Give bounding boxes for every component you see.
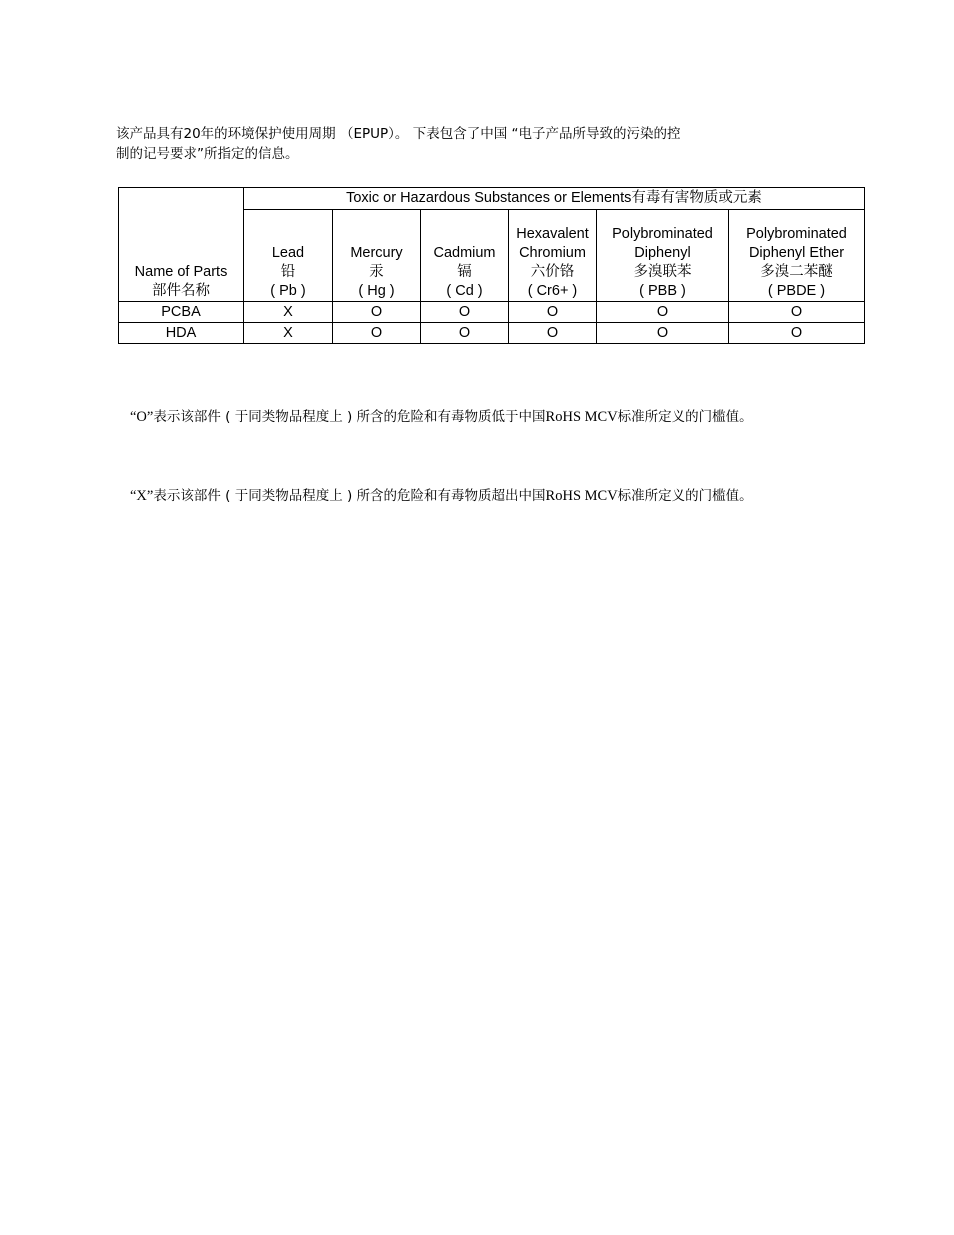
value-cell: O [509,323,597,344]
note-text-end: 标准所定义的门槛值。 [617,409,753,425]
intro-line-1: 该产品具有20年的环境保护使用周期 （EPUP）。 下表包含了中国 “电子产品所导致的污染的控 [116,126,681,142]
note-standard: RoHS MCV [545,488,618,504]
value-cell: O [421,302,509,323]
header-line [333,225,420,244]
column-header-pbde [729,210,865,302]
header-line: Cadmium [433,245,496,261]
note-x [130,484,753,505]
column-header-mercury [333,210,421,302]
header-line: Lead [271,245,305,261]
name-of-parts-header [119,188,244,302]
value-cell: O [333,323,421,344]
value-cell: O [729,323,865,344]
header-line: 镉 [457,264,472,280]
hazardous-substances-table [118,187,865,344]
header-line: Mercury [350,245,403,261]
header-line: ( Pb ) [270,283,306,299]
value-cell: O [333,302,421,323]
column-header-cadmium [421,210,509,302]
value-cell: O [421,323,509,344]
header-line: ( Hg ) [358,283,395,299]
value-cell: O [509,302,597,323]
name-of-parts-zh: 部件名称 [152,283,210,299]
value-cell: X [244,323,333,344]
header-line: 六价铬 [530,264,575,280]
intro-paragraph [116,124,816,164]
column-header-hexavalent-chromium [509,210,597,302]
header-line: Hexavalent [516,226,589,242]
column-header-lead [244,210,333,302]
value-cell: O [597,323,729,344]
substances-group-header: Toxic or Hazardous Substances or Elements有毒有害物质或元素 [244,188,865,210]
header-line [244,225,332,244]
note-symbol: “O” [130,409,154,425]
header-line: ( PBDE ) [767,283,826,299]
note-text: 表示该部件 ( 于同类物品程度上 ) 所含的危险和有毒物质超出中国 [153,488,546,504]
header-line: 汞 [369,264,384,280]
note-text: 表示该部件 ( 于同类物品程度上 ) 所含的危险和有毒物质低于中国 [153,409,546,425]
header-line: Polybrominated [612,226,713,242]
table-row [119,323,865,344]
column-header-pbb [597,210,729,302]
note-standard: RoHS MCV [545,409,618,425]
header-line: Polybrominated [746,226,847,242]
note-o [130,405,753,426]
header-line: ( Cd ) [446,283,483,299]
header-line: 多溴二苯醚 [760,264,833,280]
header-line: Diphenyl [634,245,691,261]
value-cell: X [244,302,333,323]
header-line: Diphenyl Ether [748,245,845,261]
header-line: ( Cr6+ ) [527,283,578,299]
note-symbol: “X” [130,488,154,504]
header-line: 多溴联苯 [633,264,692,280]
header-line [421,225,508,244]
header-line: 铅 [280,264,296,280]
name-of-parts-en: Name of Parts [134,264,228,280]
header-line: Chromium [519,245,586,261]
table-group-header-row [119,188,865,210]
table-row [119,302,865,323]
value-cell: O [597,302,729,323]
header-line: ( PBB ) [639,283,686,299]
part-name-cell: HDA [119,323,244,344]
intro-line-2: 制的记号要求”所指定的信息。 [116,146,299,162]
part-name-cell: PCBA [119,302,244,323]
note-text-end: 标准所定义的门槛值。 [617,488,753,504]
value-cell: O [729,302,865,323]
